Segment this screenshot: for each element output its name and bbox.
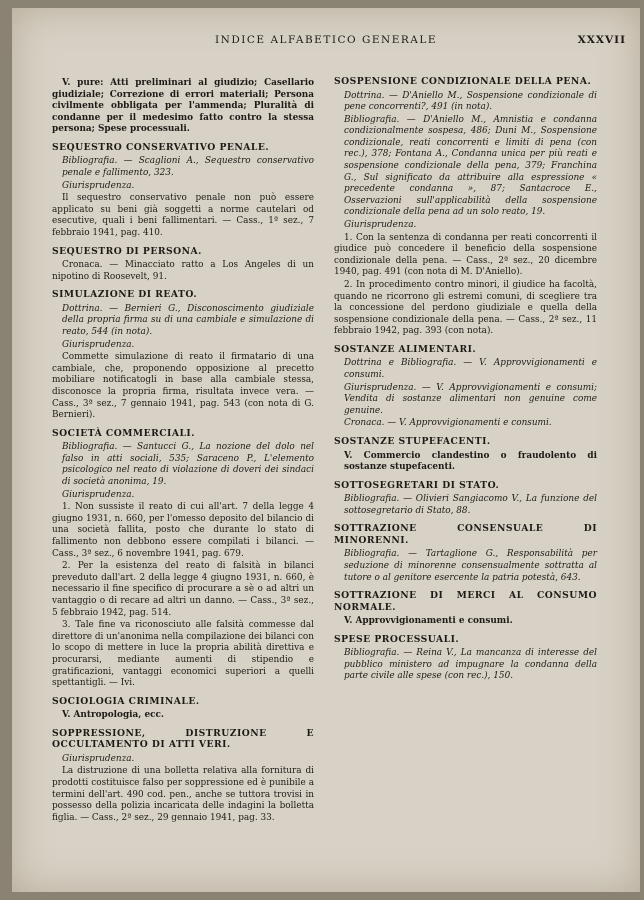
entry-heading: SEQUESTRO CONSERVATIVO PENALE. <box>52 141 270 153</box>
entry-heading: SEQUESTRO DI PERSONA. <box>52 245 202 257</box>
entry-heading: SOCIOLOGIA CRIMINALE. <box>52 695 200 707</box>
entry-heading: SOTTOSEGRETARI DI STATO. <box>334 479 500 491</box>
ruling-text: La distruzione di una bolletta relativa alla fornitura di prodotti costituisce falso per soppressione ed è punibile a termini dell'art. 490 cod. pen., anche se tuttora trovisi in possesso della polizia incaricata delle indagini la bolletta figlia. — Cass., 2ª sez., 29 gennaio 1941, pag. 33. <box>52 766 314 823</box>
bibliography: Bibliografia. — Reina V., La mancanza di interesse del pubblico ministero ad impugnare la condanna della parte civile alle spese (con rec.), 150. <box>344 648 597 682</box>
doctrine: Dottrina. — D'Aniello M., Sospensione condizionale di pene concorrenti?, 491 (in nota). <box>344 90 597 113</box>
entry-heading: SOSTANZE ALIMENTARI. <box>334 343 477 355</box>
jurisprudence-label: Giurisprudenza. <box>62 489 135 500</box>
entry-heading: SOSPENSIONE CONDIZIONALE DELLA PENA. <box>334 76 592 87</box>
document-page <box>12 8 640 892</box>
bibliography: Bibliografia. — Scaglioni A., Sequestro conservativo penale e fallimento, 323. <box>62 156 314 179</box>
jurisprudence-label: Giurisprudenza. <box>344 220 417 231</box>
ruling-text: Il sequestro conservativo penale non può essere applicato su beni già soggetti a norme cautelari od esecutive, quali i beni fallimentari. — Cass., 1ª sez., 7 febbraio 1941, pag. 410. <box>52 193 314 239</box>
doctrine-bibliography: Dottrina e Bibliografia. — V. Approvvigionamenti e consumi. <box>344 358 597 381</box>
chronicle-crossref: Cronaca. — V. Approvvigionamenti e consumi. <box>344 418 552 429</box>
bibliography: Bibliografia. — D'Aniello M., Amnistia e condanna condizionalmente sospesa, 486; Duni M., Sospensione condizionale, reati concorrenti e limiti di pena (con rec.), 378; Fontana A., Condanna unica per più reati e sospensione condizionale della pena, 379; Franchina G., Sul significato da attribuire alla espressione « precedente condanna », 87; Santacroce E., Osservazioni sull'applicabilità della sospensione condizionale della pena ad un solo reato, 19. <box>344 114 597 218</box>
bibliography: Bibliografia. — Santucci G., La nozione del dolo nel falso in atti sociali, 535; Saraceno P., L'elemento psicologico nel reato di violazione di doveri dei sindaci di società anonima, 19. <box>62 442 314 488</box>
entry-sottosegretari <box>334 480 597 518</box>
left-column <box>52 78 314 830</box>
entry-heading: SOSTANZE STUPEFACENTI. <box>334 436 491 448</box>
entry-simulazione-reato <box>52 289 314 421</box>
entry-heading: SOTTRAZIONE DI MERCI AL CONSUMO NORMALE. <box>334 590 597 613</box>
entry-sottrazione-merci <box>334 590 597 628</box>
jurisprudence-label: Giurisprudenza. <box>62 753 135 764</box>
ruling-text: 2. Per la esistenza del reato di falsità in bilanci preveduto dall'art. 2 della legge 4 giugno 1931, n. 660, è necessario il fine specifico di procurare a sè o ad altri un vantaggio o di recare ad altri un danno. — Cass., 3ª sez., 5 febbraio 1942, pag. 514. <box>52 561 314 618</box>
doctrine: Dottrina. — Bernieri G., Disconoscimento giudiziale della propria firma su di una cambiale e simulazione di reato, 544 (in nota). <box>62 303 314 337</box>
entry-spese-processuali <box>334 634 597 683</box>
entry-societa-commerciali <box>52 428 314 690</box>
see-reference: V. Commercio clandestino o fraudolento di sostanze stupefacenti. <box>344 450 597 473</box>
entry-heading: SOCIETÀ COMMERCIALI. <box>52 427 195 439</box>
see-reference: V. Antropologia, ecc. <box>62 710 165 721</box>
entry-sottrazione-minorenni <box>334 523 597 584</box>
entry-soppressione-atti <box>52 728 314 825</box>
entry-heading: SIMULAZIONE DI REATO. <box>52 289 198 301</box>
entry-heading: SPESE PROCESSUALI. <box>334 633 460 645</box>
jurisprudence-label: Giurisprudenza. <box>62 339 135 350</box>
entry-heading: SOTTRAZIONE CONSENSUALE DI MINORENNI. <box>334 523 597 546</box>
entry-sociologia-criminale <box>52 696 314 722</box>
intro-crossref <box>52 78 314 136</box>
entry-sostanze-alimentari <box>334 344 597 430</box>
ruling-text: 2. In procedimento contro minori, il giudice ha facoltà, quando ne ricorrono gli estremi comuni, di scegliere tra la concessione del perdono giudiziale e quella della sospensione condizionale della pena. — Cass., 2ª sez., 11 febbraio 1942, pag. 393 (con nota). <box>334 280 597 337</box>
page-header <box>12 34 640 50</box>
entry-sostanze-stupefacenti <box>334 436 597 474</box>
jurisprudence-crossref: Giurisprudenza. — V. Approvvigionamenti e consumi; Vendita di sostanze alimentari non genuine come genuine. <box>344 382 597 416</box>
ruling-text: 1. Con la sentenza di condanna per reati concorrenti il giudice può concedere il beneficio della sospensione condizionale della pena. — Cass., 2ª sez., 20 dicembre 1940, pag. 491 (con nota di M. D'Aniello). <box>334 232 597 278</box>
page-number: XXXVII <box>577 34 626 46</box>
ruling-text: 3. Tale fine va riconosciuto alle falsità commesse dal direttore di un'anonima nella compilazione dei bilanci con lo scopo di mettere in luce la propria abilità direttiva e procurarsi, mediante aumenti di stipendio e gratificazioni, vantaggi economici superiori a quelli spettantigli. — Ivi. <box>52 620 314 689</box>
see-reference: V. Approvvigionamenti e consumi. <box>344 616 513 627</box>
bibliography: Bibliografia. — Olivieri Sangiacomo V., La funzione del sottosegretario di Stato, 88. <box>344 494 597 516</box>
right-column <box>334 76 597 689</box>
bibliography: Bibliografia. — Tartaglione G., Responsabilità per seduzione di minorenne consensualmente sottratta al tutore o al genitore esercente la patria potestà, 643. <box>344 549 597 583</box>
ruling-text: Commette simulazione di reato il firmatario di una cambiale, che, proponendo opposizione al precetto mobiliare notificatogli in base alla cambiale stessa, disconosce la propria firma, risultata invece vera. — Cass., 3ª sez., 7 gennaio 1941, pag. 543 (con nota di G. Bernieri). <box>52 352 314 421</box>
see-also-text: V. pure: Atti preliminari al giudizio; Casellario giudiziale; Correzione di errori materiali; Persona civilmente obbligata per l'ammenda; Pluralità di condanne per il medesimo fatto contro la stessa persona; Spese processuali. <box>52 78 314 135</box>
entry-sospensione-condizionale <box>334 76 597 338</box>
header-title: INDICE ALFABETICO GENERALE <box>215 34 437 46</box>
entry-sequestro-persona <box>52 246 314 284</box>
ruling-text: 1. Non sussiste il reato di cui all'art. 7 della legge 4 giugno 1931, n. 660, per l'omesso deposito del bilancio di una società fallita, posto che durante lo stato di fallimento non debbono essere compilati i bilanci. — Cass., 3ª sez., 6 novembre 1941, pag. 679. <box>52 502 314 559</box>
chronicle-text: Cronaca. — Minacciato ratto a Los Angeles di un nipotino di Roosevelt, 91. <box>52 260 314 282</box>
jurisprudence-label: Giurisprudenza. <box>62 180 135 191</box>
entry-sequestro-conservativo <box>52 142 314 240</box>
entry-heading: SOPPRESSIONE, DISTRUZIONE E OCCULTAMENTO DI ATTI VERI. <box>52 727 314 751</box>
